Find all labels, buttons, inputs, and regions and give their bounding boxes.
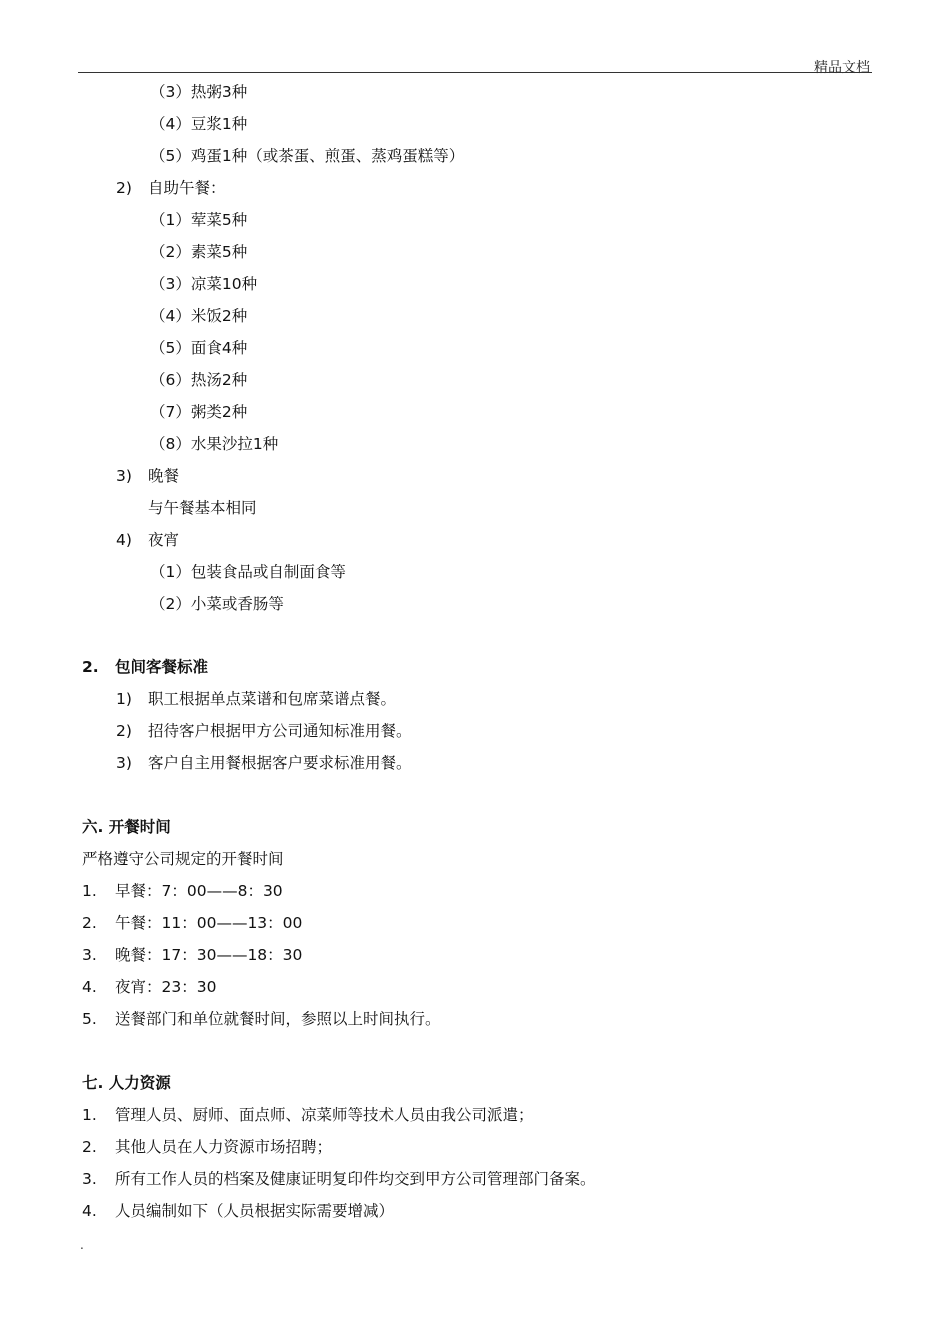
lunch-item: （2）素菜5种 bbox=[150, 243, 248, 261]
lunch-item: （4）米饭2种 bbox=[150, 307, 248, 325]
lunch-item: （5）面食4种 bbox=[150, 339, 248, 357]
late-night-item: （2）小菜或香肠等 bbox=[150, 595, 284, 613]
header-label: 精品文档 bbox=[814, 60, 870, 76]
section-6-item: 晚餐：17：30——18：30 bbox=[115, 946, 303, 964]
late-night-item: （1）包装食品或自制面食等 bbox=[150, 563, 346, 581]
lunch-title: 自助午餐： bbox=[148, 179, 226, 197]
section-7-item-number: 2. bbox=[82, 1138, 97, 1156]
section-7-heading: 七. 人力资源 bbox=[82, 1074, 171, 1092]
section-6-item-number: 5. bbox=[82, 1010, 97, 1028]
footer-mark: . bbox=[80, 1238, 84, 1252]
lunch-number: 2) bbox=[116, 179, 132, 197]
section-6-item-number: 3. bbox=[82, 946, 97, 964]
section-7-item-number: 4. bbox=[82, 1202, 97, 1220]
section-7-item: 人员编制如下（人员根据实际需要增减） bbox=[115, 1202, 395, 1220]
private-room-item: 招待客户根据甲方公司通知标准用餐。 bbox=[148, 722, 412, 740]
section-6-item: 午餐：11：00——13：00 bbox=[115, 914, 303, 932]
lunch-item: （3）凉菜10种 bbox=[150, 275, 258, 293]
private-room-item-number: 2) bbox=[116, 722, 132, 740]
section-6-intro: 严格遵守公司规定的开餐时间 bbox=[82, 850, 284, 868]
late-night-number: 4) bbox=[116, 531, 132, 549]
dinner-number: 3) bbox=[116, 467, 132, 485]
private-room-item: 客户自主用餐根据客户要求标准用餐。 bbox=[148, 754, 412, 772]
lunch-item: （7）粥类2种 bbox=[150, 403, 248, 421]
section-6-item-number: 4. bbox=[82, 978, 97, 996]
breakfast-item: （4）豆浆1种 bbox=[150, 115, 248, 133]
section-6-item-number: 2. bbox=[82, 914, 97, 932]
section-7-item: 管理人员、厨师、面点师、凉菜师等技术人员由我公司派遣； bbox=[115, 1106, 534, 1124]
section-6-item: 夜宵：23：30 bbox=[115, 978, 217, 996]
dinner-title: 晚餐 bbox=[148, 467, 180, 485]
section-7-item: 其他人员在人力资源市场招聘； bbox=[115, 1138, 333, 1156]
section-6-item-number: 1. bbox=[82, 882, 97, 900]
section-6-item: 早餐：7：00——8：30 bbox=[115, 882, 283, 900]
private-room-item-number: 1) bbox=[116, 690, 132, 708]
section-6-item: 送餐部门和单位就餐时间，参照以上时间执行。 bbox=[115, 1010, 441, 1028]
section-7-item-number: 3. bbox=[82, 1170, 97, 1188]
dinner-note: 与午餐基本相同 bbox=[148, 499, 257, 517]
lunch-item: （8）水果沙拉1种 bbox=[150, 435, 279, 453]
private-room-title: 包间客餐标准 bbox=[115, 658, 209, 676]
header-rule bbox=[78, 72, 872, 73]
private-room-item-number: 3) bbox=[116, 754, 132, 772]
section-6-heading: 六. 开餐时间 bbox=[82, 818, 171, 836]
late-night-title: 夜宵 bbox=[148, 531, 180, 549]
private-room-number: 2. bbox=[82, 658, 99, 676]
lunch-item: （6）热汤2种 bbox=[150, 371, 248, 389]
section-7-item-number: 1. bbox=[82, 1106, 97, 1124]
breakfast-item: （5）鸡蛋1种（或茶蛋、煎蛋、蒸鸡蛋糕等） bbox=[150, 147, 465, 165]
private-room-item: 职工根据单点菜谱和包席菜谱点餐。 bbox=[148, 690, 397, 708]
breakfast-item: （3）热粥3种 bbox=[150, 83, 248, 101]
section-7-item: 所有工作人员的档案及健康证明复印件均交到甲方公司管理部门备案。 bbox=[115, 1170, 596, 1188]
lunch-item: （1）荤菜5种 bbox=[150, 211, 248, 229]
